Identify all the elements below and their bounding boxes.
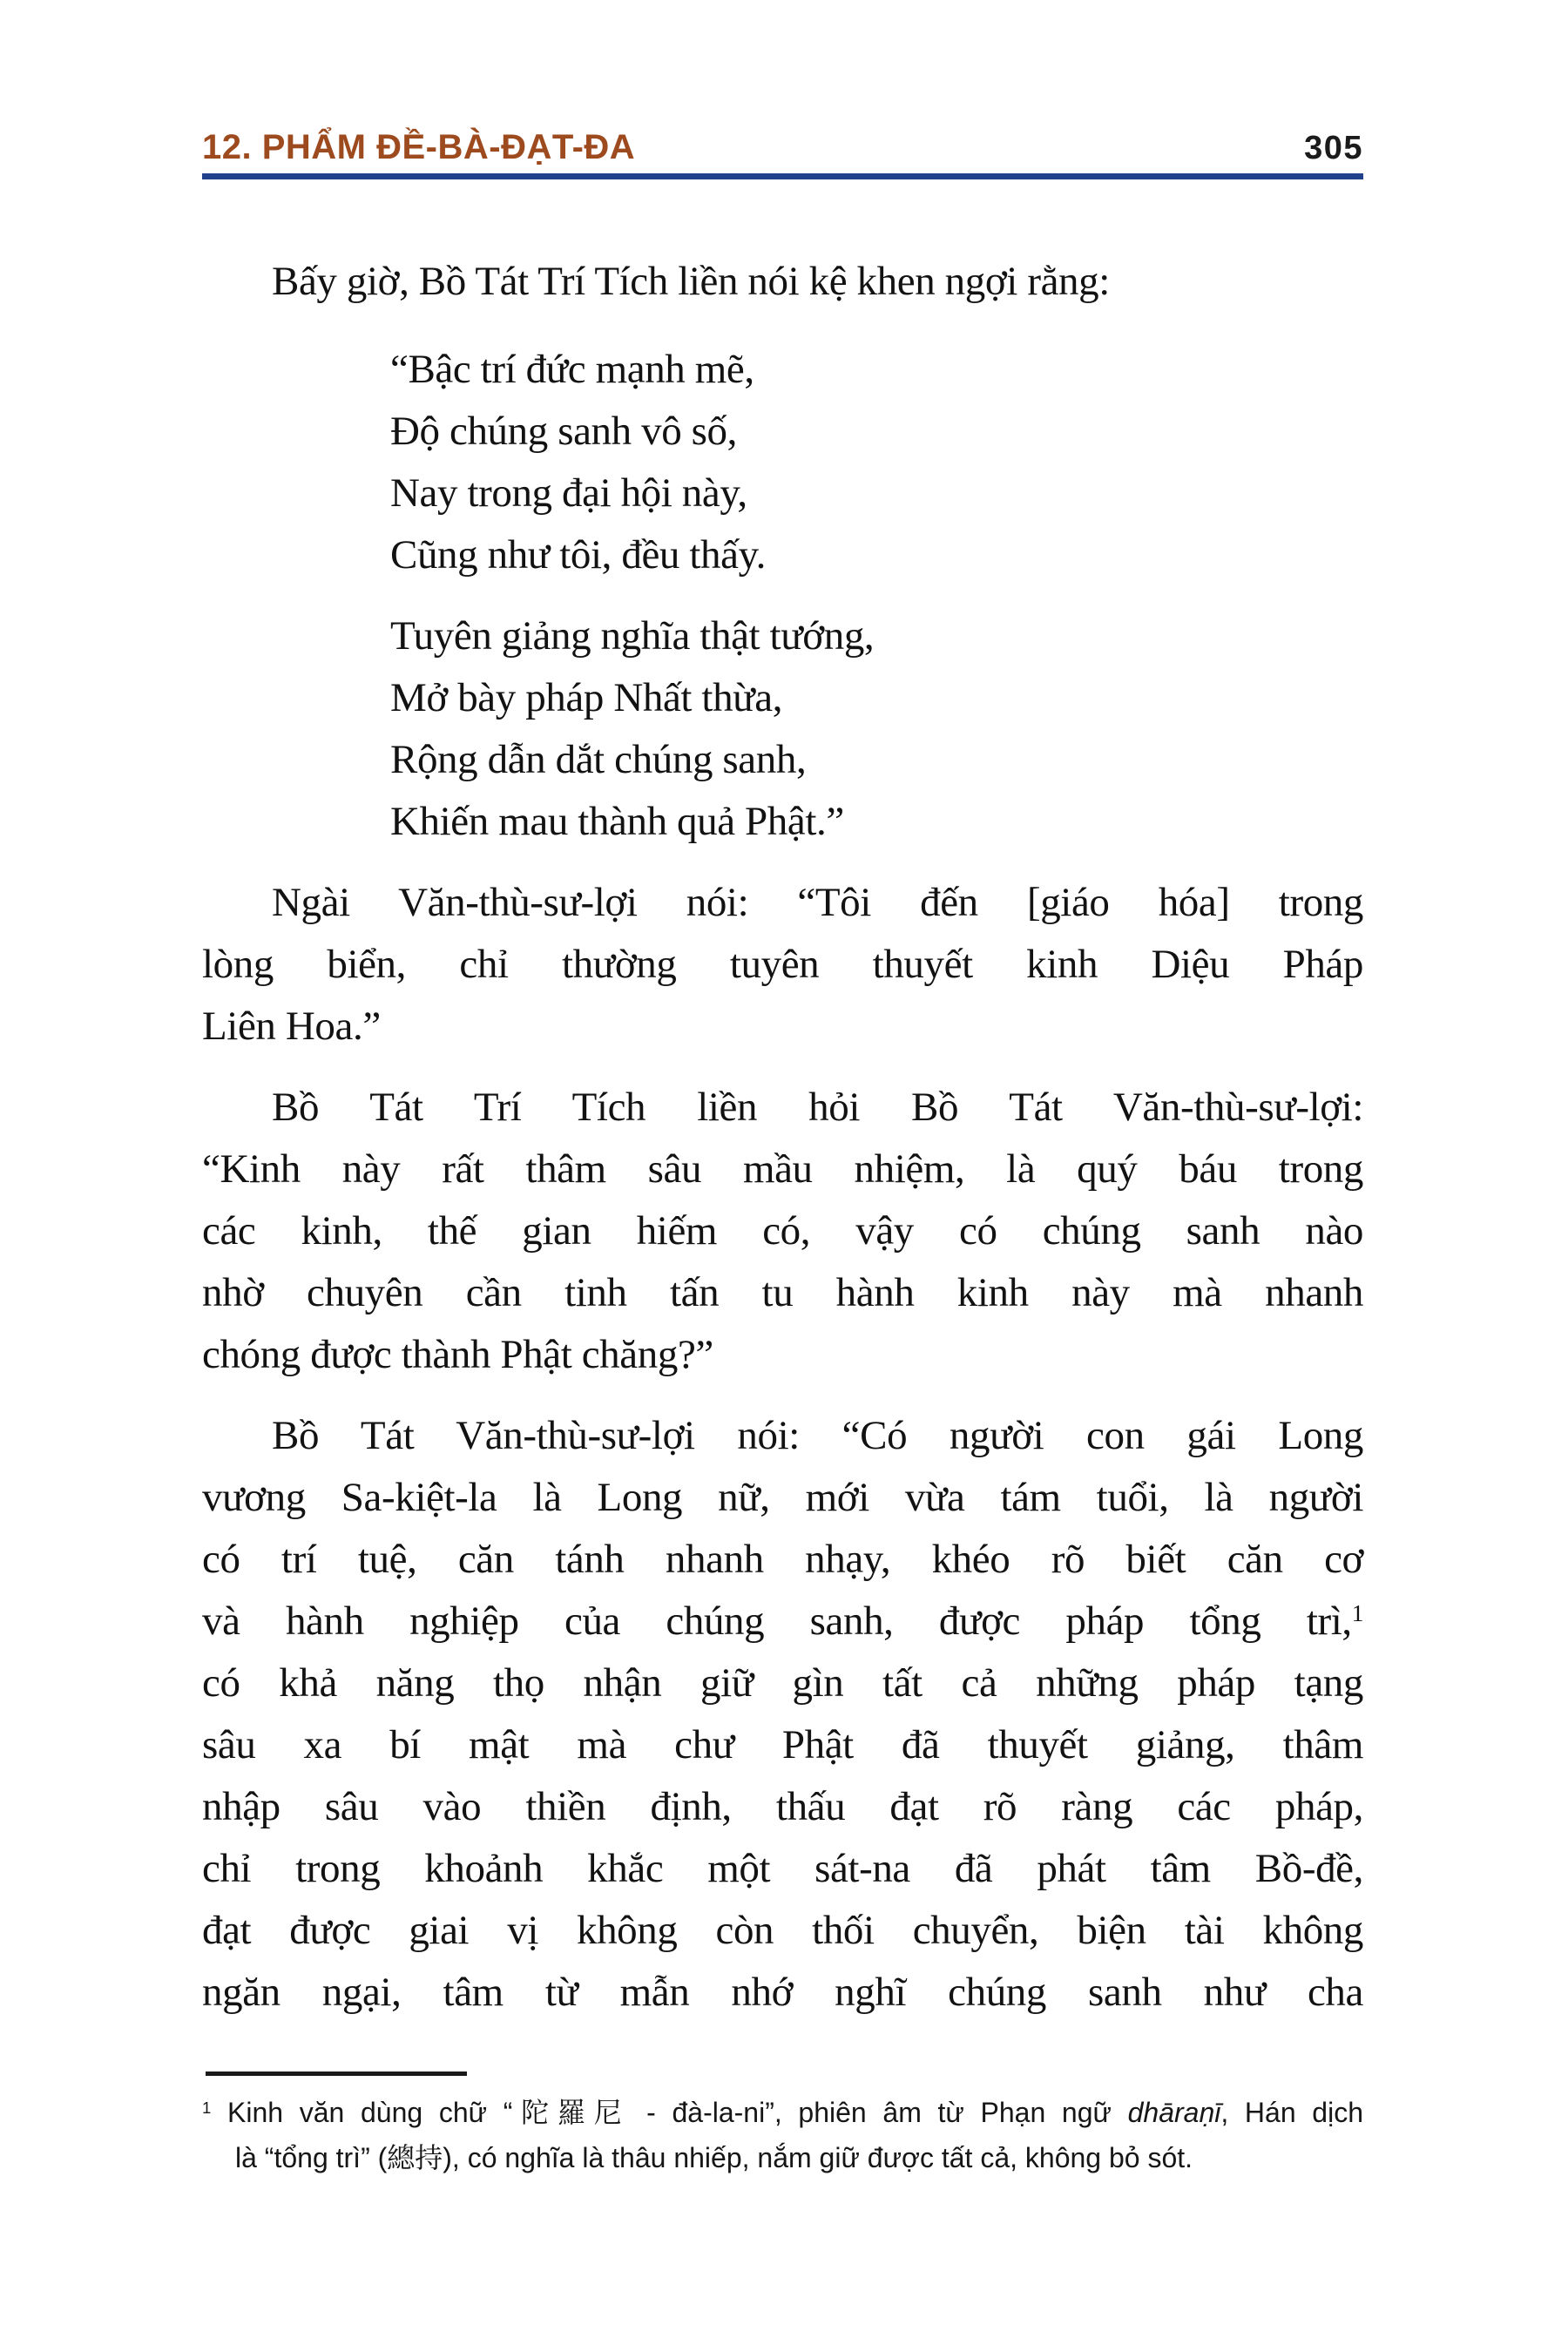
footnote-divider	[206, 2072, 467, 2076]
text-line: có trí tuệ, căn tánh nhanh nhạy, khéo rõ biết căn cơ	[202, 1537, 1363, 1582]
italic-term: dhāraṇī	[1127, 2097, 1221, 2128]
text-line: Độ chúng sanh vô số,	[390, 409, 737, 454]
text-line: có khả năng thọ nhận giữ gìn tất cả những pháp tạng	[202, 1660, 1363, 1706]
page-header	[202, 127, 1363, 168]
text-line: chóng được thành Phật chăng?”	[202, 1332, 713, 1377]
text-line: nhập sâu vào thiền định, thấu đạt rõ ràng các pháp,	[202, 1784, 1363, 1829]
text-line: Mở bày pháp Nhất thừa,	[390, 675, 783, 720]
text-line: Nay trong đại hội này,	[390, 470, 747, 516]
text-line: “Bậc trí đức mạnh mẽ,	[390, 347, 754, 392]
text-line: Bồ Tát Trí Tích liền hỏi Bồ Tát Văn-thù-sư-lợi:	[272, 1085, 1363, 1130]
text-line: Tuyên giảng nghĩa thật tướng,	[390, 613, 875, 659]
paragraph-long-nu	[202, 1405, 1363, 2024]
text-line: Bồ Tát Văn-thù-sư-lợi nói: “Có người con gái Long	[272, 1413, 1363, 1458]
paragraph-intro-verse	[202, 251, 1363, 313]
text-line: chỉ trong khoảnh khắc một sát-na đã phát tâm Bồ-đề,	[202, 1846, 1363, 1891]
text-line: Khiến mau thành quả Phật.”	[390, 799, 844, 844]
text-line: Liên Hoa.”	[202, 1004, 381, 1049]
text-line: các kinh, thế gian hiếm có, vậy có chúng sanh nào	[202, 1208, 1363, 1254]
text-line: Bấy giờ, Bồ Tát Trí Tích liền nói kệ khen ngợi rằng:	[272, 259, 1110, 304]
text-line: Cũng như tôi, đều thấy.	[390, 532, 766, 578]
body-text	[202, 251, 1363, 2024]
chapter-title: 12. PHẨM ĐỀ-BÀ-ĐẠT-ĐA	[202, 128, 636, 166]
text-line: đạt được giai vị không còn thối chuyển, biện tài không	[202, 1908, 1363, 1953]
text-line: ngăn ngại, tâm từ mẫn nhớ nghĩ chúng sanh như cha	[202, 1970, 1363, 2015]
text-line: Ngài Văn-thù-sư-lợi nói: “Tôi đến [giáo hóa] trong	[272, 880, 1363, 925]
text-line: Rộng dẫn dắt chúng sanh,	[390, 737, 807, 782]
text-segment: Kinh văn dùng chữ “陀羅尼 - đà-la-ni”, phiên âm từ Phạn ngữ	[211, 2097, 1128, 2128]
text-segment: , Hán dịch	[1220, 2097, 1363, 2128]
text-line: là “tổng trì” (總持), có nghĩa là thâu nhiếp, nắm giữ được tất cả, không bỏ sót.	[235, 2142, 1193, 2173]
footnote-marker: 1	[1351, 1600, 1363, 1627]
verse-stanza-2	[390, 605, 1363, 853]
text-line: vương Sa-kiệt-la là Long nữ, mới vừa tám tuổi, là người	[202, 1475, 1363, 1520]
paragraph-van-thu-speech	[202, 872, 1363, 1058]
text-line: sâu xa bí mật mà chư Phật đã thuyết giảng, thâm	[202, 1722, 1363, 1767]
text-line	[202, 2090, 1363, 2135]
text-line: nhờ chuyên cần tinh tấn tu hành kinh này mà nhanh	[202, 1270, 1363, 1315]
footnote-marker: 1	[202, 2098, 212, 2117]
paragraph-tri-tich-question	[202, 1077, 1363, 1386]
header-divider	[202, 173, 1363, 179]
footnote	[202, 2090, 1363, 2180]
verse-stanza-1	[390, 339, 1363, 586]
page-number: 305	[1304, 130, 1363, 166]
text-line: lòng biển, chỉ thường tuyên thuyết kinh Diệu Pháp	[202, 942, 1363, 987]
text-segment: và hành nghiệp của chúng sanh, được pháp tổng trì,	[202, 1598, 1352, 1644]
text-line	[202, 1591, 1363, 1652]
text-line: “Kinh này rất thâm sâu mầu nhiệm, là quý báu trong	[202, 1146, 1363, 1192]
